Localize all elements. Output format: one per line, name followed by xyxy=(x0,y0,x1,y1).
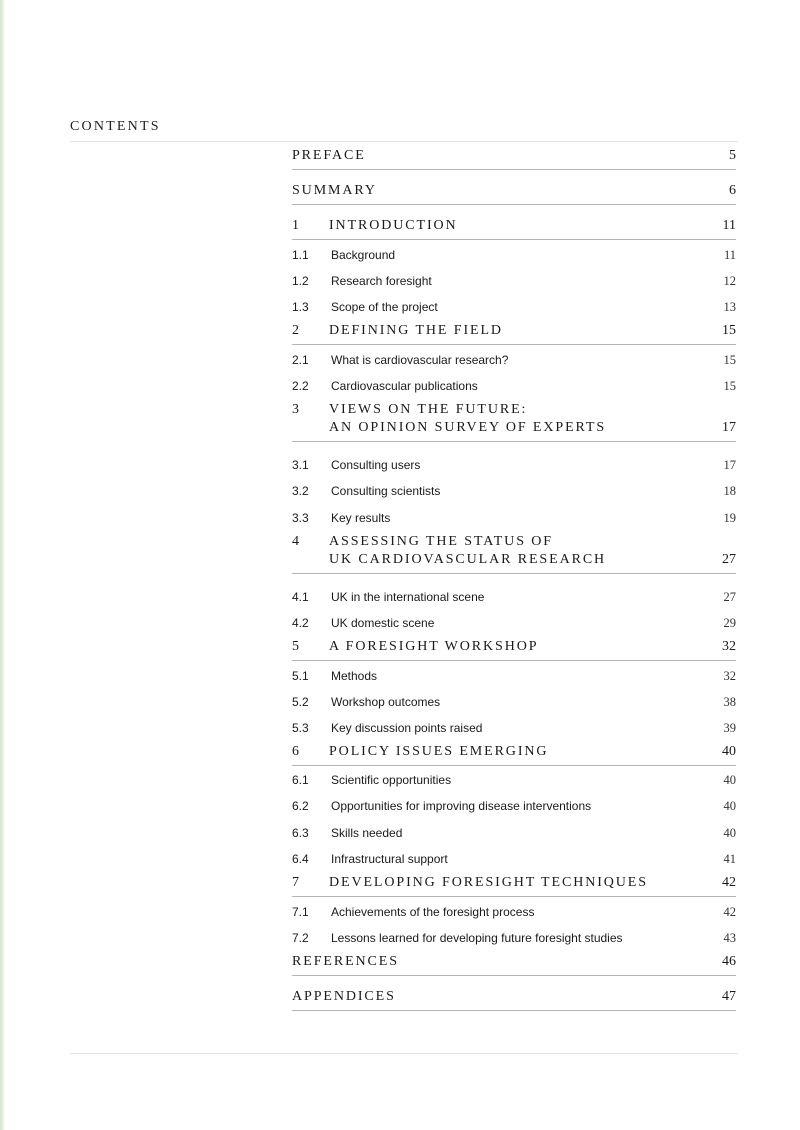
toc-chapter-row xyxy=(292,145,736,170)
toc-section-row xyxy=(292,452,736,478)
toc-entry-number: 1 xyxy=(292,218,301,233)
toc-entry-number: 7.1 xyxy=(292,905,309,919)
toc-entry-number: 5.2 xyxy=(292,695,309,709)
toc-entry-number: 3.2 xyxy=(292,484,309,498)
toc-chapter-row xyxy=(292,215,736,240)
title-divider xyxy=(70,141,738,142)
toc-entry-number: 6 xyxy=(292,744,301,759)
toc-section-row xyxy=(292,268,736,294)
toc-section-row xyxy=(292,925,736,951)
toc-entry-title: Consulting users xyxy=(331,458,421,472)
toc-entry-number: 4 xyxy=(292,534,301,549)
toc-entry-title: Opportunities for improving disease interventions xyxy=(331,799,592,813)
toc-section-row xyxy=(292,715,736,741)
toc-entry-number: 4.2 xyxy=(292,616,309,630)
toc-entry-page: 27 xyxy=(722,552,736,567)
toc-entry-page: 42 xyxy=(722,875,736,890)
toc-entry-page: 18 xyxy=(723,484,736,498)
toc-entry-title: A FORESIGHT WORKSHOP xyxy=(329,639,539,654)
toc-entry-number: 2.1 xyxy=(292,353,309,367)
toc-entry-page: 39 xyxy=(723,721,736,735)
toc-entry-page: 15 xyxy=(723,379,736,393)
footer-divider xyxy=(70,1053,738,1054)
toc-entry-title: Cardiovascular publications xyxy=(331,379,478,393)
toc-section-row xyxy=(292,767,736,793)
toc-section-row xyxy=(292,373,736,399)
toc-entry-number: 1.2 xyxy=(292,274,309,288)
toc-entry-page: 12 xyxy=(723,274,736,288)
toc-entry-title: APPENDICES xyxy=(292,989,396,1004)
toc-entry-page: 32 xyxy=(723,669,736,683)
toc-entry-page: 40 xyxy=(722,744,736,759)
toc-section-row xyxy=(292,899,736,925)
toc-section-row xyxy=(292,689,736,715)
toc-entry-title-continued: UK CARDIOVASCULAR RESEARCH xyxy=(329,552,607,567)
toc-entry-page: 29 xyxy=(723,616,736,630)
toc-entry-page: 13 xyxy=(723,300,736,314)
toc-entry-number: 6.4 xyxy=(292,852,309,866)
toc-entry-number: 7 xyxy=(292,875,301,890)
toc-entry-title: UK domestic scene xyxy=(331,616,435,630)
toc-entry-number: 7.2 xyxy=(292,931,309,945)
toc-entry-page: 46 xyxy=(722,954,736,969)
toc-entry-title: PREFACE xyxy=(292,148,366,163)
toc-entry-number: 3.1 xyxy=(292,458,309,472)
toc-entry-page: 40 xyxy=(723,773,736,787)
toc-entry-number: 6.1 xyxy=(292,773,309,787)
toc-chapter-row xyxy=(292,986,736,1011)
toc-entry-number: 3.3 xyxy=(292,511,309,525)
toc-entry-title: Methods xyxy=(331,669,378,683)
toc-section-row xyxy=(292,584,736,610)
toc-entry-page: 17 xyxy=(723,458,736,472)
toc-entry-number: 4.1 xyxy=(292,590,309,604)
toc-entry-title: SUMMARY xyxy=(292,183,377,198)
toc-entry-title: UK in the international scene xyxy=(331,590,485,604)
toc-entry-number: 2.2 xyxy=(292,379,309,393)
toc-entry-page: 32 xyxy=(722,639,736,654)
toc-entry-page: 15 xyxy=(722,323,736,338)
toc-entry-number: 6.2 xyxy=(292,799,309,813)
toc-entry-title: Key discussion points raised xyxy=(331,721,483,735)
toc-entry-page: 5 xyxy=(729,148,736,163)
toc-chapter-row xyxy=(292,531,736,574)
toc-entry-number: 2 xyxy=(292,323,301,338)
page-title: CONTENTS xyxy=(70,119,161,134)
toc-chapter-row xyxy=(292,872,736,897)
toc-entry-title: Research foresight xyxy=(331,274,432,288)
toc-section-row xyxy=(292,478,736,504)
toc-section-row xyxy=(292,663,736,689)
toc-entry-page: 6 xyxy=(729,183,736,198)
toc-entry-title: Background xyxy=(331,248,396,262)
toc-entry-title: Key results xyxy=(331,511,391,525)
toc-chapter-row xyxy=(292,741,736,766)
toc-entry-number: 3 xyxy=(292,402,301,417)
toc-entry-number: 1.3 xyxy=(292,300,309,314)
toc-section-row xyxy=(292,610,736,636)
toc-entry-title-continued: AN OPINION SURVEY OF EXPERTS xyxy=(329,420,607,435)
toc-entry-number: 5.1 xyxy=(292,669,309,683)
toc-entry-title: POLICY ISSUES EMERGING xyxy=(329,744,549,759)
toc-chapter-row xyxy=(292,180,736,205)
toc-entry-page: 40 xyxy=(723,799,736,813)
toc-entry-title: DEFINING THE FIELD xyxy=(329,323,503,338)
toc-entry-page: 11 xyxy=(722,218,736,233)
toc-entry-number: 5.3 xyxy=(292,721,309,735)
toc-entry-title: Scientific opportunities xyxy=(331,773,452,787)
toc-entry-number: 5 xyxy=(292,639,301,654)
toc-entry-title: Achievements of the foresight process xyxy=(331,905,535,919)
toc-entry-title: INTRODUCTION xyxy=(329,218,458,233)
toc-section-row xyxy=(292,347,736,373)
toc-entry-title: Infrastructural support xyxy=(331,852,448,866)
toc-chapter-row xyxy=(292,320,736,345)
toc-section-row xyxy=(292,793,736,819)
toc-chapter-row xyxy=(292,399,736,442)
toc-chapter-row xyxy=(292,951,736,976)
toc-entry-page: 47 xyxy=(722,989,736,1004)
toc-entry-title: Lessons learned for developing future foresight studies xyxy=(331,931,623,945)
toc-entry-page: 40 xyxy=(723,826,736,840)
toc-entry-page: 15 xyxy=(723,353,736,367)
toc-section-row xyxy=(292,846,736,872)
toc-entry-page: 19 xyxy=(723,511,736,525)
toc-section-row xyxy=(292,294,736,320)
toc-section-row xyxy=(292,505,736,531)
toc-entry-page: 42 xyxy=(723,905,736,919)
toc-entry-page: 38 xyxy=(723,695,736,709)
toc-entry-page: 27 xyxy=(723,590,736,604)
toc-entry-title: Consulting scientists xyxy=(331,484,441,498)
toc-entry-title: VIEWS ON THE FUTURE: xyxy=(329,402,528,417)
toc-entry-number: 1.1 xyxy=(292,248,309,262)
toc-entry-title: Workshop outcomes xyxy=(331,695,441,709)
toc-entry-page: 17 xyxy=(722,420,736,435)
toc-entry-number: 6.3 xyxy=(292,826,309,840)
toc-entry-title: Scope of the project xyxy=(331,300,438,314)
toc-entry-title: Skills needed xyxy=(331,826,403,840)
page-edge-strip xyxy=(0,0,5,1130)
toc-entry-page: 11 xyxy=(723,248,736,262)
toc-chapter-row xyxy=(292,636,736,661)
toc-entry-page: 43 xyxy=(723,931,736,945)
toc-entry-title: ASSESSING THE STATUS OF xyxy=(329,534,553,549)
toc-entry-page: 41 xyxy=(723,852,736,866)
toc-entry-title: REFERENCES xyxy=(292,954,399,969)
toc-section-row xyxy=(292,242,736,268)
toc-entry-title: DEVELOPING FORESIGHT TECHNIQUES xyxy=(329,875,648,890)
toc-section-row xyxy=(292,820,736,846)
toc-entry-title: What is cardiovascular research? xyxy=(331,353,509,367)
